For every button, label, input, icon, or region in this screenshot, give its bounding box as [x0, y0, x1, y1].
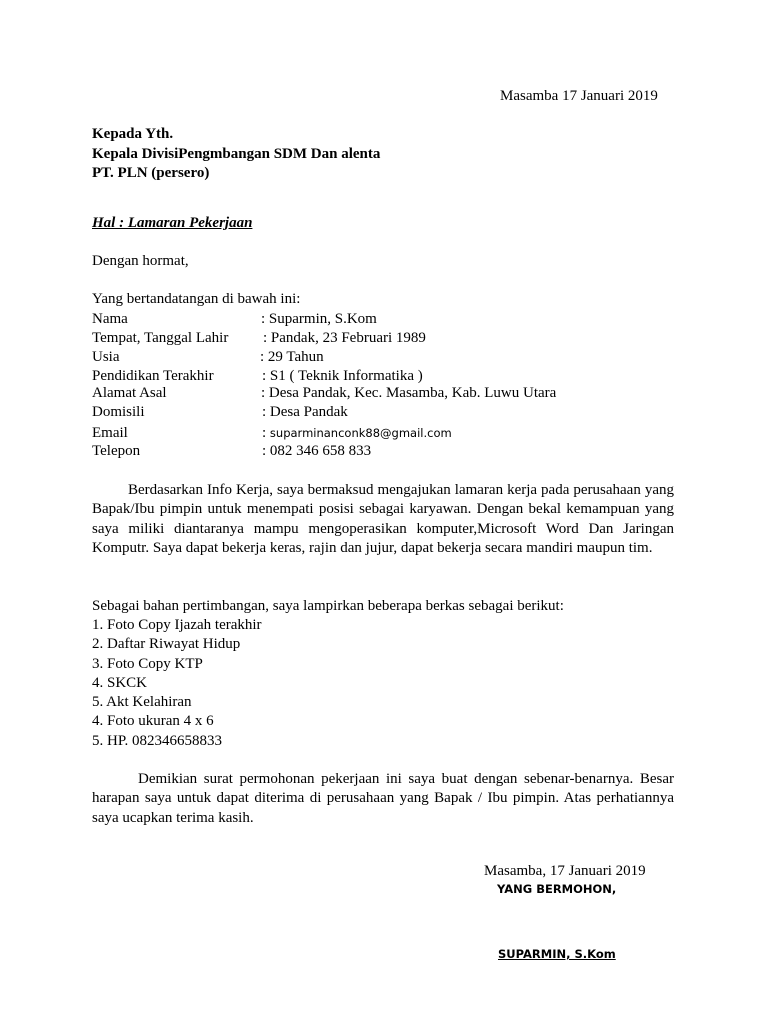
identity-value-name: : Suparmin, S.Kom — [261, 311, 377, 327]
recipient-line-3: PT. PLN (persero) — [92, 165, 210, 181]
identity-label-address: Alamat Asal — [92, 385, 167, 401]
list-item: 2. Daftar Riwayat Hidup — [92, 636, 241, 652]
identity-label-education: Pendidikan Terakhir — [92, 368, 214, 384]
identity-label-name: Nama — [92, 311, 128, 327]
signature-label: YANG BERMOHON, — [497, 882, 617, 896]
identity-label-email: Email — [92, 425, 128, 441]
list-item: 5. Akt Kelahiran — [92, 694, 192, 710]
identity-label-age: Usia — [92, 349, 120, 365]
closing-paragraph: Demikian surat permohonan pekerjaan ini saya buat dengan sebenar-benarnya. Besar harapan saya untuk dapat diterima di perusahaan yang Bapak / Ibu pimpin. Atas perhatiannya saya ucapkan terima kasih. — [92, 771, 674, 826]
signature-date: Masamba, 17 Januari 2019 — [484, 863, 646, 879]
identity-label-birth: Tempat, Tanggal Lahir — [92, 330, 229, 346]
email-address: suparminanconk88@gmail.com — [269, 426, 452, 440]
list-item: 4. SKCK — [92, 675, 148, 691]
list-item: 1. Foto Copy Ijazah terakhir — [92, 617, 262, 633]
identity-value-education: : S1 ( Teknik Informatika ) — [262, 368, 423, 384]
body-paragraph: Berdasarkan Info Kerja, saya bermaksud mengajukan lamaran kerja pada perusahaan yang Bapak/Ibu pimpin untuk menempati posisi sebagai karyawan. Dengan bekal kemampuan yang saya miliki diantaranya mampu mengoperasikan komputer,Microsoft Word Dan Jaringan Komputr. Saya dapat bekerja keras, rajin dan jujur, dapat bekerja secara mandiri maupun tim. — [92, 482, 674, 556]
email-prefix: : — [262, 425, 270, 441]
list-item: 3. Foto Copy KTP — [92, 656, 203, 672]
signatory-name: SUPARMIN, S.Kom — [498, 947, 616, 961]
identity-value-age: : 29 Tahun — [260, 349, 324, 365]
recipient-line-2: Kepala DivisiPengmbangan SDM Dan alenta — [92, 146, 381, 162]
identity-value-address: : Desa Pandak, Kec. Masamba, Kab. Luwu Utara — [261, 385, 557, 401]
letter-date: Masamba 17 Januari 2019 — [500, 88, 658, 104]
list-item: 4. Foto ukuran 4 x 6 — [92, 713, 214, 729]
list-item: 5. HP. 082346658833 — [92, 733, 223, 749]
greeting: Dengan hormat, — [92, 253, 189, 269]
identity-value-birth: : Pandak, 23 Februari 1989 — [263, 330, 426, 346]
identity-value-phone: : 082 346 658 833 — [262, 443, 372, 459]
subject-line: Hal : Lamaran Pekerjaan — [92, 215, 253, 231]
attachments-intro: Sebagai bahan pertimbangan, saya lampirkan beberapa berkas sebagai berikut: — [92, 598, 564, 614]
identity-label-phone: Telepon — [92, 443, 141, 459]
identity-value-email — [262, 424, 452, 443]
recipient-line-1: Kepada Yth. — [92, 126, 174, 142]
identity-intro: Yang bertandatangan di bawah ini: — [92, 291, 301, 307]
identity-label-domicile: Domisili — [92, 404, 145, 420]
identity-value-domicile: : Desa Pandak — [262, 404, 348, 420]
